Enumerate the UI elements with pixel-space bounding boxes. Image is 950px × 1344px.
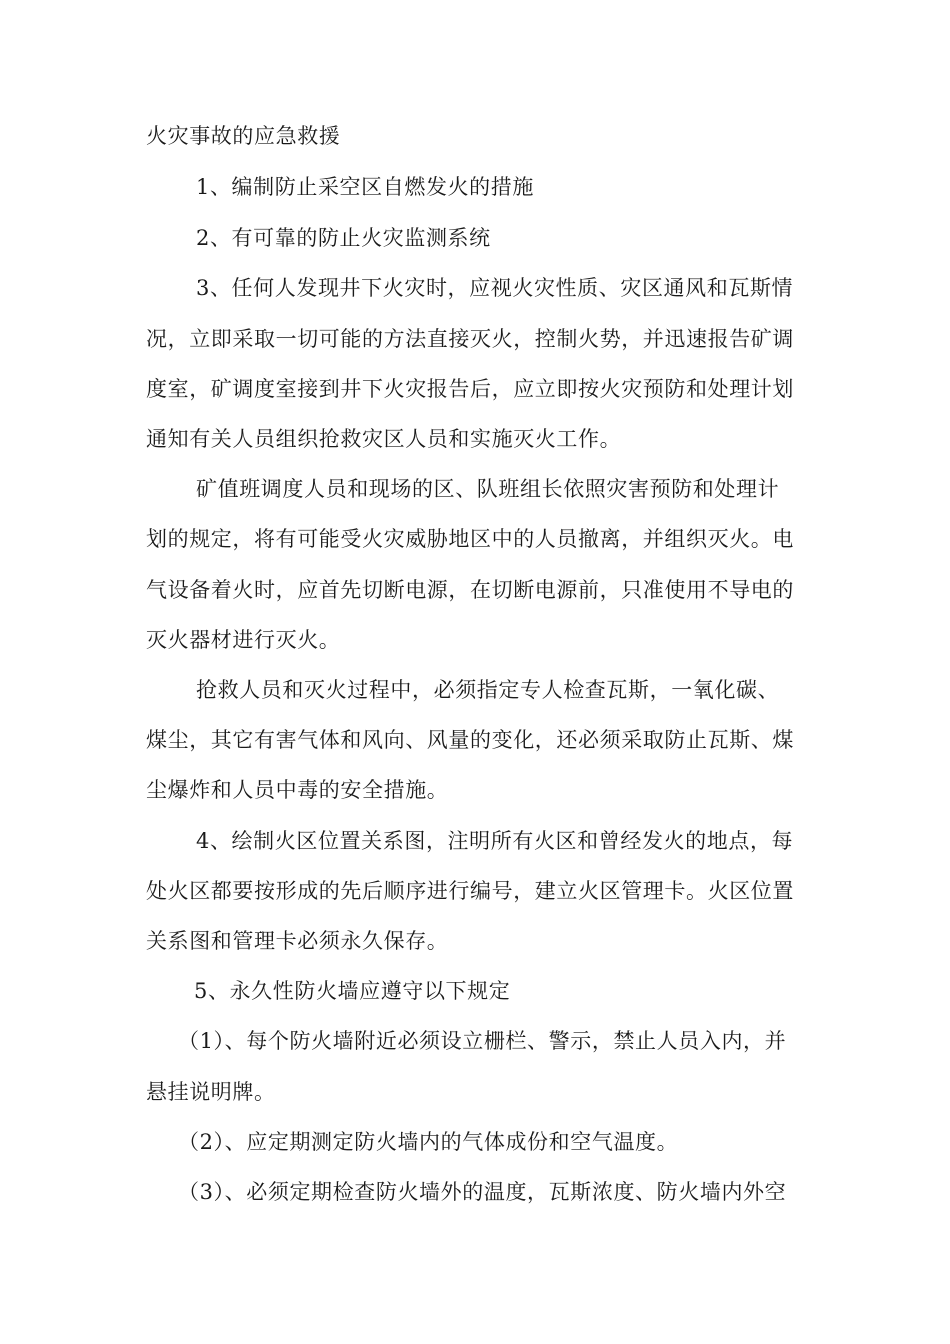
text-line: 度室，矿调度室接到井下火灾报告后，应立即按火灾预防和处理计划: [146, 377, 794, 401]
text-line: 划的规定，将有可能受火灾威胁地区中的人员撤离，并组织灭火。电: [146, 527, 794, 551]
text-line: 气设备着火时，应首先切断电源，在切断电源前，只准使用不导电的: [146, 578, 794, 602]
text-line: （3）、必须定期检查防火墙外的温度，瓦斯浓度、防火墙内外空: [178, 1180, 787, 1204]
text-line: 抢救人员和灭火过程中，必须指定专人检查瓦斯，一氧化碳、: [196, 678, 780, 702]
text-line: 2、有可靠的防止火灾监测系统: [196, 226, 491, 250]
text-line: （1）、每个防火墙附近必须设立栅栏、警示，禁止人员入内，并: [178, 1029, 787, 1053]
text-line: 况，立即采取一切可能的方法直接灭火，控制火势，并迅速报告矿调: [146, 327, 794, 351]
text-line: 3、任何人发现井下火灾时，应视火灾性质、灾区通风和瓦斯情: [196, 276, 794, 300]
text-line: 煤尘，其它有害气体和风向、风量的变化，还必须采取防止瓦斯、煤: [146, 728, 794, 752]
text-line: 1、编制防止采空区自燃发火的措施: [196, 175, 534, 199]
text-line: 5、永久性防火墙应遵守以下规定: [194, 979, 511, 1003]
text-line: 灭火器材进行灭火。: [146, 628, 341, 652]
document-title: 火灾事故的应急救援: [146, 124, 341, 148]
text-line: 通知有关人员组织抢救灾区人员和实施灭火工作。: [146, 427, 622, 451]
text-line: 尘爆炸和人员中毒的安全措施。: [146, 778, 449, 802]
text-line: 矿值班调度人员和现场的区、队班组长依照灾害预防和处理计: [196, 477, 780, 501]
text-line: 关系图和管理卡必须永久保存。: [146, 929, 449, 953]
text-line: 处火区都要按形成的先后顺序进行编号，建立火区管理卡。火区位置: [146, 879, 794, 903]
text-line: 悬挂说明牌。: [146, 1080, 276, 1104]
text-line: 4、绘制火区位置关系图，注明所有火区和曾经发火的地点，每: [196, 829, 794, 853]
text-line: （2）、应定期测定防火墙内的气体成份和空气温度。: [178, 1130, 679, 1154]
